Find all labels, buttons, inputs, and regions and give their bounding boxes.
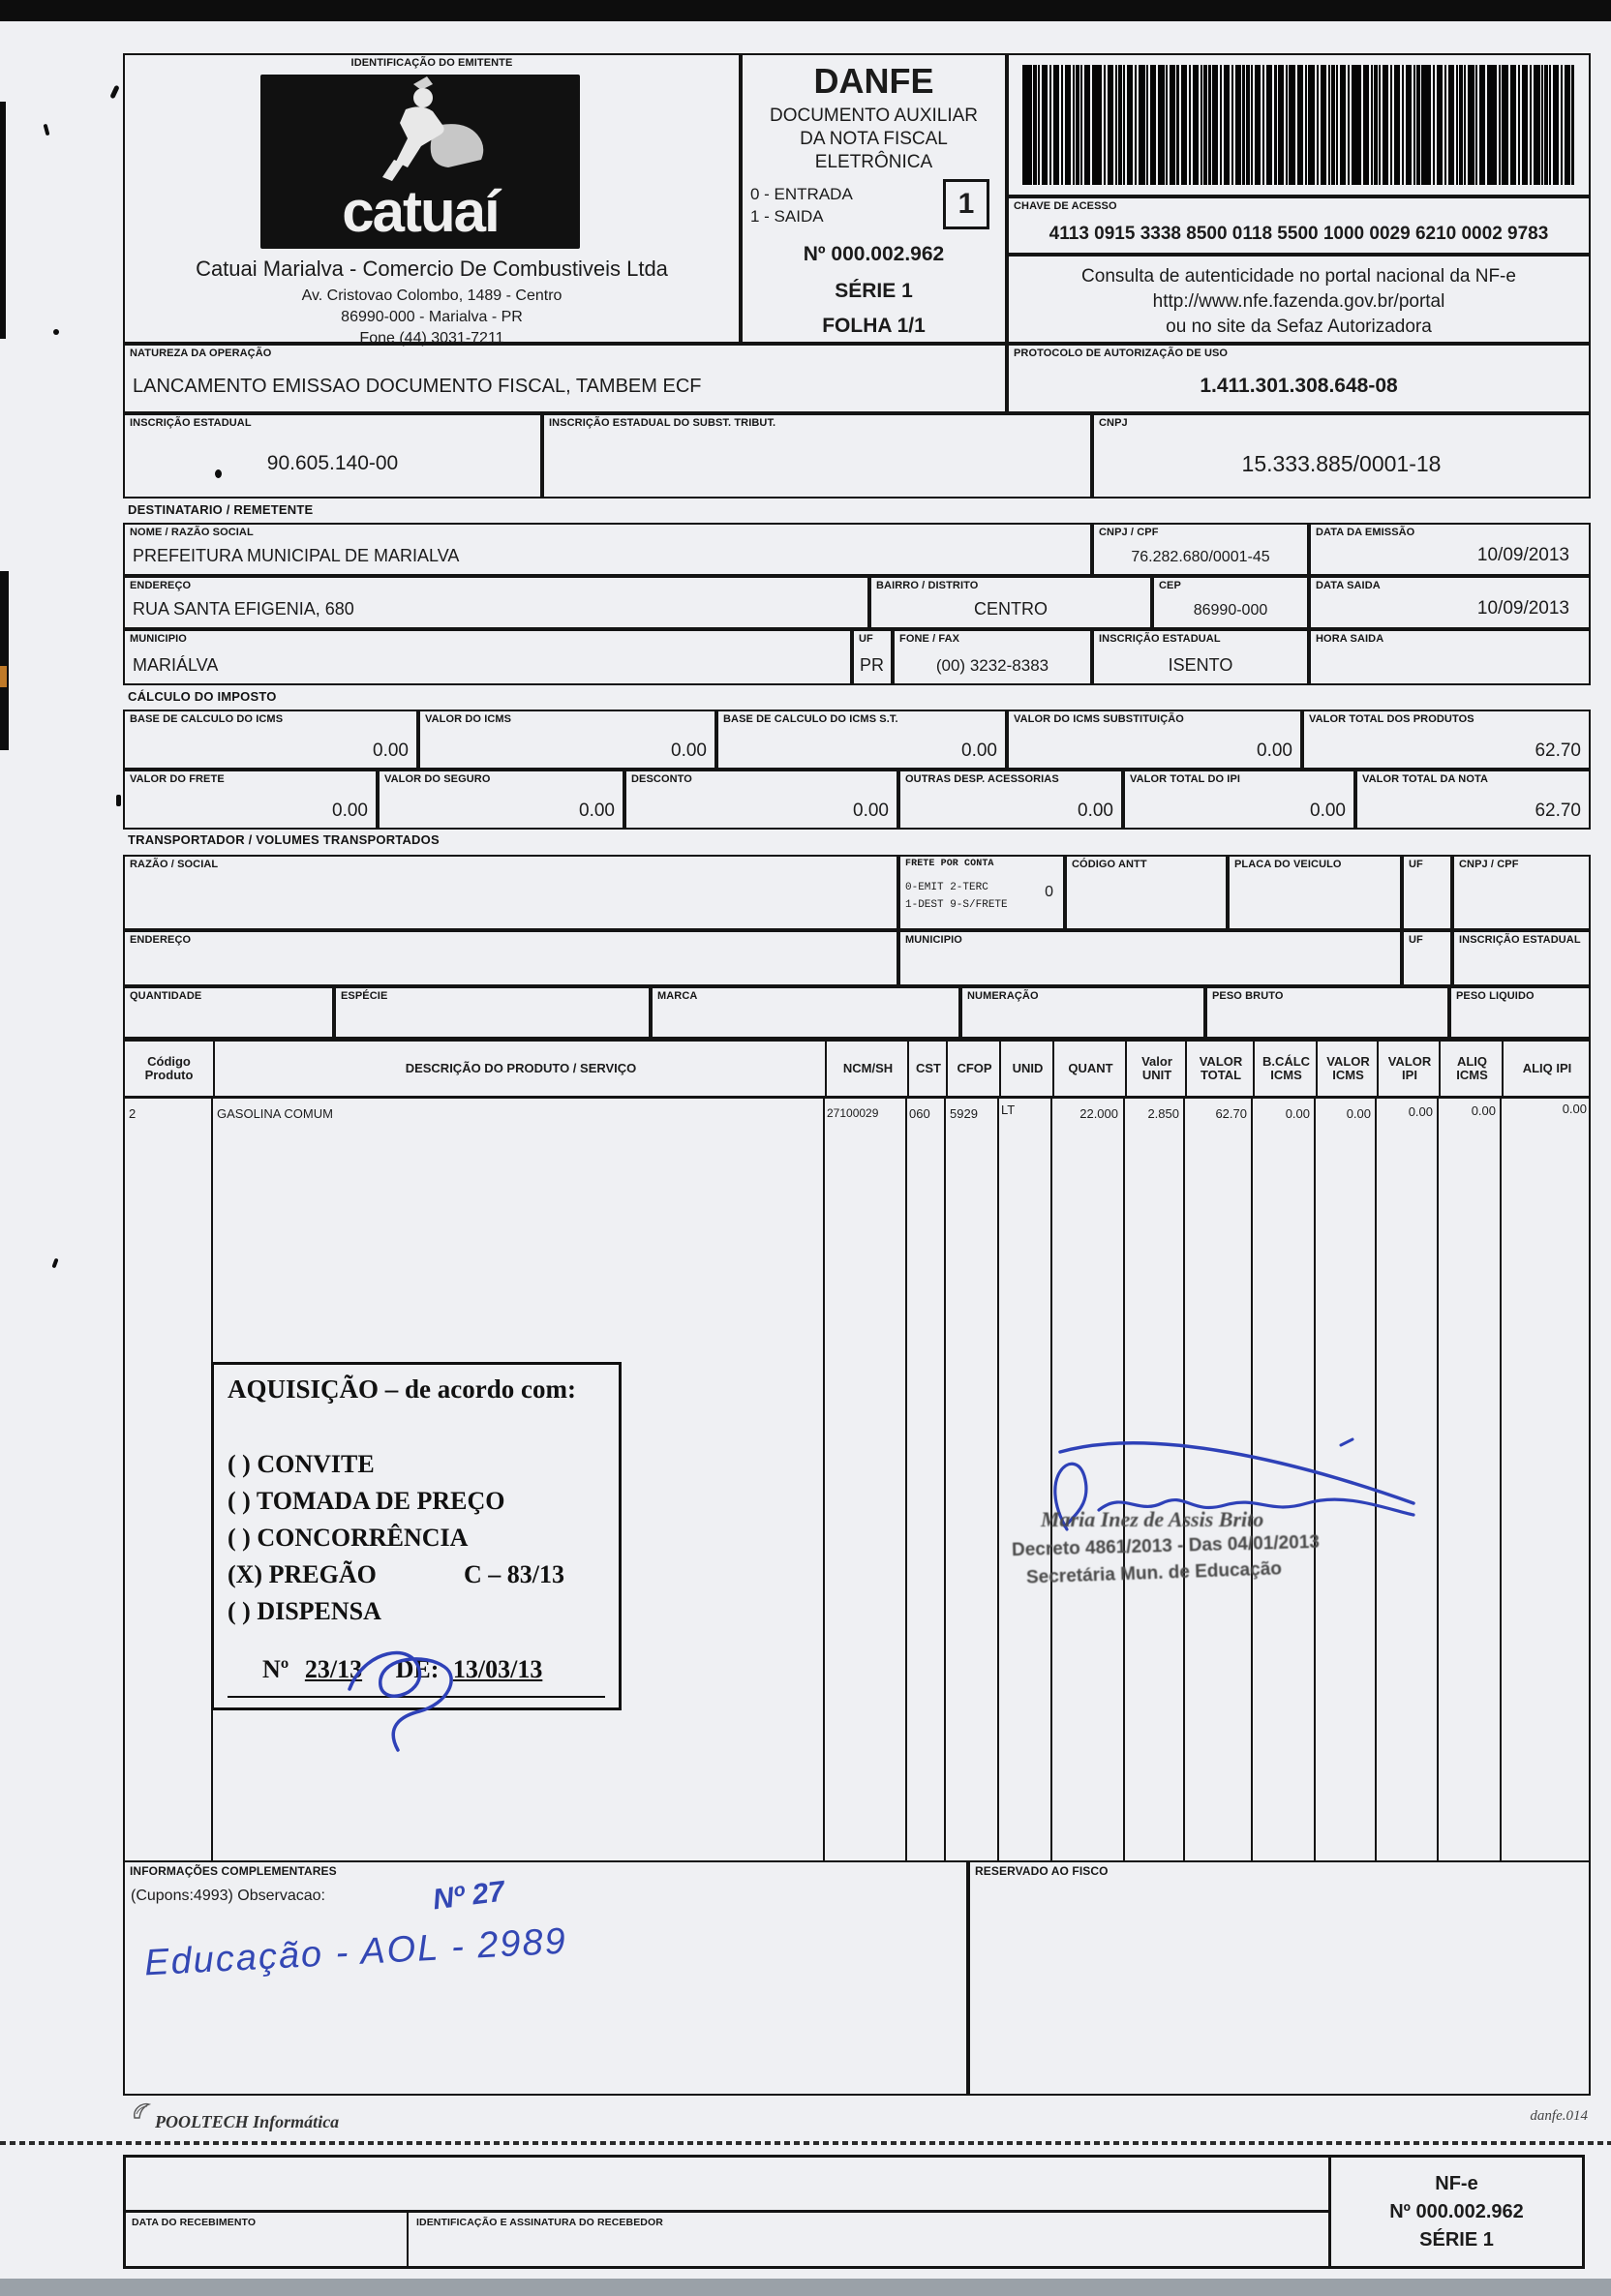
canhoto-divider-vertical [407,2213,409,2266]
stamp-name: Maria Inez de Assis Brito [1041,1507,1264,1531]
transp-endereco-label: ENDEREÇO [130,934,192,946]
aquisicao-option-tomada: ( ) TOMADA DE PREÇO [228,1487,505,1515]
product-row-descricao: GASOLINA COMUM [217,1106,333,1121]
product-col-vicms: VALOR ICMS [1316,1042,1379,1096]
emitter-address-3: Fone (44) 3031-7211 [359,330,504,347]
imposto-total-ipi [1123,770,1355,830]
imposto-base-icms-st-value: 0.00 [961,740,997,761]
transp-ie-box [1452,930,1591,986]
transp-municipio-label: MUNICIPIO [905,934,962,946]
danfe-tipo-value: 1 [957,188,975,220]
pen-speck-2 [44,124,50,136]
ie-label: INSCRIÇÃO ESTADUAL [130,417,252,429]
imposto-valor-icms [418,710,716,770]
dest-endereco-value: RUA SANTA EFIGENIA, 680 [133,599,354,619]
imposto-base-icms-st [716,710,1007,770]
aquisicao-option-pregao: (X) PREGÃO [228,1560,377,1588]
imposto-frete-value: 0.00 [332,801,368,821]
ink-dot-3 [116,795,121,806]
ie-subst-label: INSCRIÇÃO ESTADUAL DO SUBST. TRIBUT. [549,417,776,429]
protocolo-value: 1.411.301.308.648-08 [1200,375,1398,397]
imposto-total-nota-value: 62.70 [1535,801,1581,821]
product-col-ncm: NCM/SH [825,1042,909,1096]
catuai-rider-icon [260,76,580,183]
pooltech-logo-icon [131,2100,152,2122]
dest-bairro-value: CENTRO [974,599,1048,619]
footer-software-credit [136,2112,339,2132]
dest-cep-label: CEP [1159,580,1181,591]
danfe-entrada-label: 0 - ENTRADA [750,185,853,203]
emitter-address-2: 86990-000 - Marialva - PR [341,309,523,325]
transp-frete-value: 0 [1045,884,1053,900]
product-col-aliq-icms: ALIQ ICMS [1439,1042,1504,1096]
transp-uf-box [1402,855,1452,930]
imposto-total-nota [1355,770,1591,830]
dest-nome-label: NOME / RAZÃO SOCIAL [130,527,254,538]
transp-numeracao-label: NUMERAÇÃO [967,990,1039,1002]
product-col-codigo: Código Produto [144,1053,194,1082]
product-row-aliq-icms: 0.00 [1471,1103,1496,1118]
imposto-total-ipi-value: 0.00 [1310,801,1346,821]
aquisicao-title: AQUISIÇÃO – de acordo com: [228,1375,576,1404]
dest-bairro-label: BAIRRO / DISTRITO [876,580,979,591]
consulta-box [1007,255,1591,344]
dest-data-emissao-box [1309,523,1591,576]
dest-ie-label: INSCRIÇÃO ESTADUAL [1099,633,1221,645]
transp-razao-box [123,855,898,930]
scan-edge-left-orange [0,666,7,687]
imposto-desconto [624,770,898,830]
imposto-base-icms-value: 0.00 [373,740,409,761]
column-line [823,1099,825,1860]
signature-stamp-area [1007,1418,1462,1612]
natureza-label: NATUREZA DA OPERAÇÃO [130,347,272,359]
canhoto-nfe-label: NF-e [1435,2172,1478,2194]
consulta-line-3: ou no site da Sefaz Autorizadora [1166,317,1432,337]
info-complementares-text: (Cupons:4993) Observacao: [131,1888,325,1904]
dest-cnpj-value: 76.282.680/0001-45 [1131,549,1270,565]
footer-form-ref: danfe.014 [1530,2108,1588,2124]
product-row-codigo: 2 [129,1106,137,1121]
imposto-frete-label: VALOR DO FRETE [130,773,225,785]
transp-endereco-box [123,930,898,986]
imposto-total-ipi-label: VALOR TOTAL DO IPI [1130,773,1241,785]
transp-frete-line2: 1-DEST 9-S/FRETE [905,899,1008,911]
dest-nome-value: PREFEITURA MUNICIPAL DE MARIALVA [133,546,460,565]
product-col-bcalc: B.CÁLC ICMS [1253,1042,1318,1096]
dest-uf-box [852,629,893,685]
danfe-title: DANFE [813,61,934,101]
danfe-saida-label: 1 - SAIDA [750,207,824,226]
dest-municipio-value: MARIÁLVA [133,655,219,675]
column-line [997,1099,999,1860]
imposto-valor-icms-value: 0.00 [671,740,707,761]
imposto-section-title: CÁLCULO DO IMPOSTO [128,689,277,704]
imposto-frete [123,770,378,830]
transp-placa-label: PLACA DO VEICULO [1234,859,1342,870]
product-col-descricao: DESCRIÇÃO DO PRODUTO / SERVIÇO [213,1042,827,1096]
product-row-vipi: 0.00 [1408,1104,1433,1119]
canhoto-box [123,2155,1585,2269]
imposto-seguro [378,770,624,830]
transp-marca-box [651,986,960,1039]
scan-edge-top [0,0,1611,21]
transp-quantidade-label: QUANTIDADE [130,990,202,1002]
stamp-line2: Decreto 4861/2013 - Das 04/01/2013 [1011,1531,1321,1561]
transp-frete-conta-box [898,855,1065,930]
transp-uf-label: UF [1409,859,1423,870]
danfe-serie: SÉRIE 1 [835,280,913,302]
imposto-seguro-value: 0.00 [579,801,615,821]
perforation-line [0,2141,1611,2145]
ie-subst-box [542,413,1092,498]
canhoto-data-label: DATA DO RECEBIMENTO [132,2217,257,2228]
canhoto-nfe-serie: SÉRIE 1 [1419,2228,1494,2251]
dest-nome-box [123,523,1092,576]
dest-fone-box [893,629,1092,685]
dest-data-emissao-label: DATA DA EMISSÃO [1316,527,1415,538]
barcode-image [1022,65,1575,185]
imposto-icms-subst [1007,710,1302,770]
info-complementares-title: INFORMAÇÕES COMPLEMENTARES [130,1864,337,1878]
canhoto-nfe-box [1328,2158,1582,2266]
transp-antt-label: CÓDIGO ANTT [1072,859,1147,870]
imposto-icms-subst-label: VALOR DO ICMS SUBSTITUIÇÃO [1014,713,1184,725]
product-col-cst: CST [907,1042,948,1096]
imposto-total-nota-label: VALOR TOTAL DA NOTA [1362,773,1489,785]
product-col-vunit: Valor UNIT [1125,1042,1187,1096]
dest-endereco-label: ENDEREÇO [130,580,192,591]
danfe-numero: Nº 000.002.962 [803,243,945,265]
product-row-vtotal: 62.70 [1215,1106,1247,1121]
dest-bairro-box [869,576,1152,629]
transp-especie-label: ESPÉCIE [341,990,388,1002]
dest-data-emissao-value: 10/09/2013 [1476,545,1569,565]
column-line [905,1099,907,1860]
danfe-subtitle-2: DA NOTA FISCAL [800,129,948,149]
danfe-subtitle-3: ELETRÔNICA [814,152,933,172]
transp-uf2-box [1402,930,1452,986]
emitter-name: Catuai Marialva - Comercio De Combustiveis Ltda [196,257,668,281]
imposto-base-icms-label: BASE DE CALCULO DO ICMS [130,713,284,725]
dest-uf-label: UF [859,633,873,645]
handwritten-educacao: Educação - AOL - 2989 [143,1920,568,1984]
dest-cep-box [1152,576,1309,629]
aquisicao-de-label: DE: [395,1655,440,1683]
dest-ie-box [1092,629,1309,685]
access-key-box [1007,196,1591,255]
column-line [1500,1099,1502,1860]
danfe-tipo-box [943,179,989,229]
imposto-outras-label: OUTRAS DESP. ACESSORIAS [905,773,1059,785]
product-table-header [123,1039,1591,1099]
imposto-valor-icms-label: VALOR DO ICMS [425,713,512,725]
transp-cnpj-box [1452,855,1591,930]
catuai-logo-text: catuaí [342,179,499,244]
access-key-label: CHAVE DE ACESSO [1014,200,1117,212]
imposto-total-produtos-label: VALOR TOTAL DOS PRODUTOS [1309,713,1474,725]
aquisicao-stamp-box [211,1362,622,1710]
consulta-line-1: Consulta de autenticidade no portal nacional da NF-e [1081,266,1516,287]
product-row-vicms: 0.00 [1346,1106,1371,1121]
dest-municipio-box [123,629,852,685]
aquisicao-signature-scribble [330,1626,485,1752]
dest-endereco-box [123,576,869,629]
product-row-cfop: 5929 [950,1106,978,1121]
danfe-subtitle-1: DOCUMENTO AUXILIAR [769,106,979,126]
imposto-outras [898,770,1123,830]
reservado-fisco-label: RESERVADO AO FISCO [975,1864,1109,1878]
imposto-outras-value: 0.00 [1078,801,1113,821]
transp-frete-line1: 0-EMIT 2-TERC [905,882,988,893]
danfe-box [741,53,1007,344]
dest-cnpj-box [1092,523,1309,576]
ie-value: 90.605.140-00 [266,452,399,474]
transp-peso-bruto-label: PESO BRUTO [1212,990,1284,1002]
transp-peso-liquido-label: PESO LIQUIDO [1456,990,1535,1002]
transp-peso-liquido-box [1449,986,1591,1039]
product-row-bcalc: 0.00 [1285,1106,1310,1121]
dest-hora-label: HORA SAIDA [1316,633,1384,645]
product-col-quant: QUANT [1052,1042,1127,1096]
transp-quantidade-box [123,986,334,1039]
info-complementares-box [123,1860,968,2096]
emitter-address-1: Av. Cristovao Colombo, 1489 - Centro [301,287,562,304]
emitter-section-label: IDENTIFICAÇÃO DO EMITENTE [350,57,513,69]
danfe-folha: FOLHA 1/1 [822,315,926,337]
consulta-line-2: http://www.nfe.fazenda.gov.br/portal [1152,291,1445,312]
ink-dot-2 [51,1258,58,1269]
column-line [944,1099,946,1860]
destinatario-section-title: DESTINATARIO / REMETENTE [128,502,314,517]
transp-razao-label: RAZÃO / SOCIAL [130,859,219,870]
transp-antt-box [1065,855,1228,930]
canhoto-nfe-numero: Nº 000.002.962 [1389,2200,1524,2222]
access-key-value: 4113 0915 3338 8500 0118 5500 1000 0029 6210 0002 9783 [1049,224,1549,244]
cnpj-box [1092,413,1591,498]
scan-edge-left-2 [0,571,9,750]
transp-especie-box [334,986,651,1039]
transp-municipio-box [898,930,1402,986]
scan-edge-left-1 [0,102,6,339]
emitter-box [123,53,741,347]
footer-software-name: POOLTECH Informática [155,2112,340,2131]
handwritten-numero: Nº 27 [431,1875,507,1917]
product-col-vtotal: VALOR TOTAL [1185,1042,1255,1096]
reservado-fisco-box [968,1860,1591,2096]
aquisicao-numero-label: Nº [262,1655,289,1683]
dest-data-saida-value: 10/09/2013 [1476,598,1569,619]
pen-speck-3 [53,329,59,335]
dest-data-saida-box [1309,576,1591,629]
transportador-section-title: TRANSPORTADOR / VOLUMES TRANSPORTADOS [128,832,440,847]
catuai-logo [260,75,580,249]
imposto-desconto-label: DESCONTO [631,773,692,785]
aquisicao-pregao-ref: C – 83/13 [464,1560,564,1588]
transp-marca-label: MARCA [657,990,698,1002]
transp-peso-bruto-box [1205,986,1449,1039]
dest-uf-value: PR [860,655,885,675]
dest-data-saida-label: DATA SAIDA [1316,580,1381,591]
dest-cnpj-label: CNPJ / CPF [1099,527,1159,538]
natureza-box [123,344,1007,413]
ie-box [123,413,542,498]
product-col-vipi: VALOR IPI [1377,1042,1441,1096]
protocolo-box [1007,344,1591,413]
product-row-quant: 22.000 [1079,1106,1118,1121]
stamp-line3: Secretária Mun. de Educação [1025,1558,1283,1588]
imposto-seguro-label: VALOR DO SEGURO [384,773,491,785]
canhoto-divider-horizontal [126,2210,1328,2213]
product-row-ncm: 27100029 [827,1106,879,1120]
aquisicao-numero-value: 23/13 [304,1655,363,1683]
cnpj-label: CNPJ [1099,417,1128,429]
aquisicao-option-convite: ( ) CONVITE [228,1450,375,1478]
transp-cnpj-label: CNPJ / CPF [1459,859,1519,870]
transp-uf2-label: UF [1409,934,1423,946]
product-row-vunit: 2.850 [1147,1106,1179,1121]
scan-edge-bottom [0,2279,1611,2296]
transp-ie-label: INSCRIÇÃO ESTADUAL [1459,934,1581,946]
dest-cep-value: 86990-000 [1193,602,1268,619]
product-row-unid: LT [1001,1103,1016,1117]
transp-numeracao-box [960,986,1205,1039]
natureza-value: LANCAMENTO EMISSAO DOCUMENTO FISCAL, TAMBEM ECF [133,376,702,397]
product-col-unid: UNID [999,1042,1054,1096]
protocolo-label: PROTOCOLO DE AUTORIZAÇÃO DE USO [1014,347,1229,359]
pen-speck-1 [109,85,119,100]
cnpj-value: 15.333.885/0001-18 [1241,451,1442,476]
imposto-base-icms-st-label: BASE DE CALCULO DO ICMS S.T. [723,713,898,725]
dest-ie-value: ISENTO [1168,655,1233,675]
imposto-base-icms [123,710,418,770]
aquisicao-option-concorrencia: ( ) CONCORRÊNCIA [228,1524,469,1552]
canhoto-assinatura-label: IDENTIFICAÇÃO E ASSINATURA DO RECEBEDOR [416,2217,663,2228]
product-row-aliq-ipi: 0.00 [1562,1102,1587,1116]
product-row-cst: 060 [909,1106,930,1121]
dest-municipio-label: MUNICIPIO [130,633,187,645]
aquisicao-option-dispensa: ( ) DISPENSA [228,1597,381,1625]
product-col-aliq-ipi: ALIQ IPI [1502,1042,1591,1096]
product-col-cfop: CFOP [946,1042,1001,1096]
dest-fone-label: FONE / FAX [899,633,960,645]
imposto-icms-subst-value: 0.00 [1257,740,1292,761]
barcode-box [1007,53,1591,196]
dest-fone-value: (00) 3232-8383 [935,656,1049,675]
imposto-total-produtos [1302,710,1591,770]
aquisicao-data-value: 13/03/13 [452,1655,543,1683]
dest-hora-box [1309,629,1591,685]
transp-frete-label: FRETE POR CONTA [905,859,994,869]
imposto-desconto-value: 0.00 [853,801,889,821]
transp-placa-box [1228,855,1402,930]
imposto-total-produtos-value: 62.70 [1535,740,1581,761]
